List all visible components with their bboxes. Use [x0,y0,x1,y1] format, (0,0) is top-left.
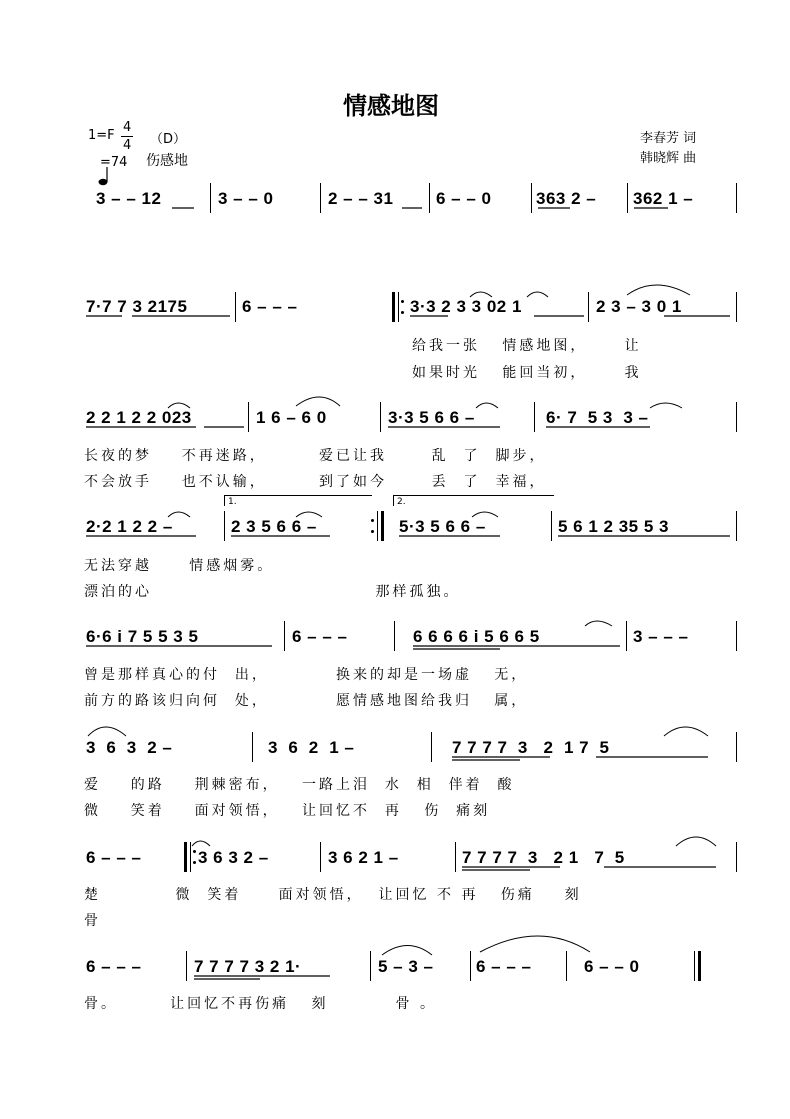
measure: 6 – – 0 [436,189,492,208]
measure: 6 – – – [476,957,532,976]
measure: 3 – – – [633,627,689,646]
lyric-line: 无法穿越 情感烟雾。 [84,558,275,574]
measure: 7 7 7 7 3 2 1 7 5 [462,848,625,867]
lyric-line: 楚 微 笑着 面对领悟， 让回忆 不 再 伤痛 刻 [84,887,582,903]
measure: 5·3 5 6 6 – [399,517,486,536]
measure: 2 – – 31 [328,189,394,208]
lyric-line: 不会放手 也不认输， 到了如今 丢 了 幸福， [84,474,547,490]
measure: 3 – – 12 [96,189,162,208]
lyric-line: 前方的路该归向何 处， 愿情感地图给我归 属， [84,693,529,709]
composer-credit: 韩晓辉 曲 [640,151,697,166]
measure: 3·3 2 3 3 02 1 [410,297,522,316]
volta-1: 1. [228,497,237,507]
key-signature: 1=F [88,128,115,143]
measure: 5 6 1 2 35 5 3 [558,517,669,536]
lyricist-credit: 李春芳 词 [640,131,697,146]
measure: 3 6 2 1 – [268,738,355,757]
measure: 363 2 – [536,189,597,208]
measure: 2 2 1 2 2 023 [86,408,192,427]
time-signature-top: 4 [123,120,132,135]
tempo-marking: =74 [100,155,128,170]
measure: 5 – 3 – [378,957,434,976]
mode-label: （D） [150,132,187,147]
expression-marking: 伤感地 [146,153,188,169]
lyric-line: 骨。 让回忆不再伤痛 刻 骨 。 [84,996,438,1012]
measure: 6 6 6 6 i 5 6 6 5 [413,627,540,646]
time-signature-bottom: 4 [123,138,132,153]
measure: 1 6 – 6 0 [256,408,327,427]
measure: 7·7 7 3 2175 [86,297,188,316]
measure: 6· 7 5 3 3 – [546,408,649,427]
lyric-line: 长夜的梦 不再迷路， 爱已让我 乱 了 脚步， [84,448,547,464]
measure: 2 3 5 6 6 – [231,517,317,536]
measure: 6 – – – [242,297,298,316]
measure: 3 6 3 2 – [198,848,269,867]
measure: 362 1 – [633,189,694,208]
measure: 3 – – 0 [218,189,274,208]
volta-2: 2. [397,497,406,507]
lyric-line: 曾是那样真心的付 出， 换来的却是一场虚 无， [84,667,529,683]
score-title: 情感地图 [343,91,439,120]
measure: 7 7 7 7 3 2 1· [194,957,302,976]
measure: 2 3 – 3 0 1 [596,297,682,316]
measure: 6 – – 0 [584,957,640,976]
measure: 2·2 1 2 2 – [86,517,173,536]
measure: 7 7 7 7 3 2 1 7 5 [452,738,610,757]
lyric-line: 微 笑着 面对领悟， 让回忆不 再 伤 痛刻 [84,803,491,819]
measure: 6·6 i 7 5 5 3 5 [86,627,199,646]
measure: 3·3 5 6 6 – [388,408,475,427]
measure: 3 6 3 2 – [86,738,173,757]
lyric-line: 给我一张 情感地图， 让 [412,338,642,354]
lyric-line: 爱 的路 荆棘密布， 一路上泪 水 相 伴着 酸 [84,777,515,793]
measure: 3 6 2 1 – [328,848,399,867]
lyric-line: 漂泊的心 那样孤独。 [84,584,461,600]
lyric-line: 骨 [84,913,101,929]
measure: 6 – – – [86,957,142,976]
measure: 6 – – – [292,627,348,646]
measure: 6 – – – [86,848,142,867]
lyric-line: 如果时光 能回当初， 我 [412,365,642,381]
